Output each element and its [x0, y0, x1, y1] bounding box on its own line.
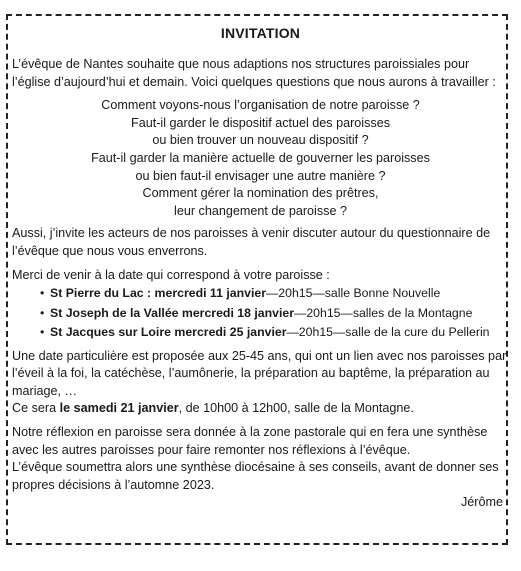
question-line: Faut-il garder la manière actuelle de gouverner les paroisses — [91, 150, 430, 165]
youth-date-suffix: , de 10h00 à 12h00, salle de la Montagne. — [178, 401, 414, 416]
question-line: ou bien faut-il envisager une autre manière ? — [135, 168, 386, 183]
questions-list — [12, 97, 509, 220]
youth-date-bold: le samedi 21 janvier — [59, 401, 179, 416]
invite-paragraph: Aussi, j’invite les acteurs de nos paroisses à venir discuter autour du questionnaire de l’évêque que nous vous enverrons. — [12, 226, 491, 258]
conclusion-paragraph-2: L’évêque soumettra alors une synthèse diocésaine à ses conseils, avant de donner ses propres décisions à l’automne 2023. — [12, 460, 499, 492]
date-item — [40, 284, 509, 304]
question-line: ou bien trouver un nouveau dispositif ? — [152, 133, 369, 148]
bullet-icon: • — [40, 286, 45, 301]
date-place: St Pierre du Lac : mercredi 11 janvier — [50, 286, 266, 301]
date-item — [40, 323, 509, 343]
question-line: Comment gérer la nomination des prêtres, — [142, 186, 379, 201]
invitation-content — [12, 20, 509, 512]
date-details: —20h15—salle de la cure du Pellerin — [286, 325, 490, 340]
signature: Jérôme — [461, 495, 503, 510]
date-details: —20h15—salle Bonne Nouvelle — [265, 286, 441, 301]
date-place: St Jacques sur Loire mercredi 25 janvier — [50, 325, 287, 340]
date-item — [40, 304, 509, 324]
dates-list — [12, 284, 509, 343]
bullet-icon: • — [40, 325, 45, 340]
date-details: —20h15—salles de la Montagne — [294, 305, 473, 320]
dates-intro: Merci de venir à la date qui correspond à votre paroisse : — [12, 267, 330, 282]
date-place: St Joseph de la Vallée mercredi 18 janvier — [50, 305, 295, 320]
question-line: Faut-il garder le dispositif actuel des paroisses — [131, 115, 390, 130]
bullet-icon: • — [40, 305, 45, 320]
question-line: leur changement de paroisse ? — [174, 203, 347, 218]
conclusion-paragraph-1: Notre réflexion en paroisse sera donnée à la zone pastorale qui en fera une synthèse avec les autres paroisses pour faire remonter nos réflexions à l’évêque. — [12, 425, 488, 457]
invitation-title: INVITATION — [220, 25, 301, 41]
youth-date-prefix: Ce sera — [12, 401, 60, 416]
youth-date-line — [12, 400, 509, 418]
intro-paragraph: L’évêque de Nantes souhaite que nous adaptions nos structures paroissiales pour l’église d’aujourd’hui et demain. Voici quelques questions que nous aurons à travailler : — [12, 57, 496, 89]
youth-paragraph: Une date particulière est proposée aux 25-45 ans, qui ont un lien avec nos paroisses par l’éveil à la foi, la catéchèse, l’aumônerie, la préparation au baptême, la préparation au mariage, … — [12, 348, 507, 398]
question-line: Comment voyons-nous l’organisation de notre paroisse ? — [101, 98, 420, 113]
